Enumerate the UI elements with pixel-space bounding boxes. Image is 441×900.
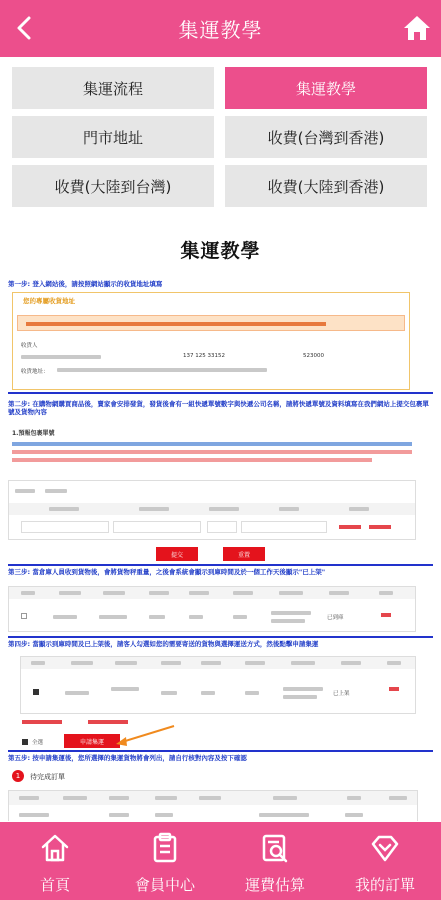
tab-store-address[interactable]: 門市地址: [12, 116, 214, 158]
page-title: 集運教學: [178, 18, 263, 42]
apply-consolidation-button[interactable]: 申請集運: [64, 734, 120, 748]
member-center-icon: [149, 832, 181, 864]
nav-my-orders[interactable]: [330, 822, 440, 900]
tab-fee-cn-hk[interactable]: 收費(大陸到香港): [225, 165, 427, 207]
top-bar: [0, 0, 441, 57]
step-number-badge: 1: [12, 770, 24, 782]
address-box: [12, 292, 410, 390]
receiver-phone: 137 125 33152: [183, 353, 225, 359]
tab-shipping-tutorial[interactable]: 集運教學: [225, 67, 427, 109]
select-all-checkbox[interactable]: [22, 739, 28, 745]
pending-orders-title: 待完成訂單: [30, 773, 65, 781]
tab-shipping-process[interactable]: 集運流程: [12, 67, 214, 109]
step-4-text: 第四步: 當顯示到庫時間及已上架後，請客人勾選如您的需要寄送的貨物與選擇運送方式，然後點擊申請集運: [8, 640, 319, 648]
home-button[interactable]: [401, 12, 433, 44]
pending-orders-table: [8, 790, 418, 821]
step-3-text: 第三步: 當倉庫人員收到貨物後，會將貨物秤重量，之後會系統會顯示到庫時間及於一個工作天後顯示"已上架": [8, 568, 326, 576]
step-1-text: 第一步: 登入網站後，請按照網站顯示的收貨地址填寫: [8, 280, 163, 288]
step-5-text: 第五步: 按申請集運後，您所選擇的集運貨物將會列出，請自行核對內容及按下確認: [8, 754, 247, 762]
select-all-label: 全選: [32, 740, 44, 746]
tracking-form: [8, 480, 416, 540]
bottom-navigation: [0, 822, 441, 900]
home-icon: [39, 832, 71, 864]
nav-my-orders-label: 我的訂單: [354, 876, 415, 894]
arrow-pointer-icon: [116, 724, 176, 748]
shipping-estimate-icon: [259, 832, 291, 864]
consolidation-table: [20, 656, 416, 714]
row-checkbox[interactable]: [33, 689, 39, 695]
tab-fee-tw-hk[interactable]: 收費(台灣到香港): [225, 116, 427, 158]
reset-button[interactable]: 重置: [223, 547, 265, 561]
tab-fee-cn-tw[interactable]: 收費(大陸到台灣): [12, 165, 214, 207]
status-arrived: 已到庫: [327, 615, 344, 621]
nav-shipping-estimate[interactable]: [220, 822, 330, 900]
section-heading: 集運教學: [180, 240, 261, 262]
nav-member-center-label: 會員中心: [134, 876, 195, 894]
submit-button[interactable]: 提交: [156, 547, 198, 561]
back-button[interactable]: [10, 12, 40, 44]
home-icon: [401, 12, 433, 44]
nav-member-center[interactable]: [110, 822, 220, 900]
receiver-label: 收貨人: [21, 343, 38, 349]
receiver-postcode: 523000: [303, 353, 324, 359]
nav-home-label: 首頁: [39, 876, 70, 894]
arrival-table: [8, 586, 416, 632]
nav-home[interactable]: [0, 822, 110, 900]
step-2-subtitle: 1.預報包裹單號: [12, 430, 55, 437]
address-box-title: 您的專屬收貨地址: [23, 297, 75, 305]
step-2-text: 第二步: 在購物網購買商品後，賣家會安排發貨，發貨後會有一組快遞單號數字與快遞公司名稱，請將快遞單號及資料填寫在我們網站上提交包裹單號及貨物內容: [8, 400, 429, 416]
my-orders-icon: [369, 832, 401, 864]
nav-shipping-estimate-label: 運費估算: [244, 876, 305, 894]
receiver-address-label: 收貨地址：: [21, 369, 49, 375]
warning-banner: [17, 315, 405, 331]
chevron-left-icon: [10, 12, 40, 44]
tutorial-image: [8, 276, 433, 821]
status-on-shelf: 已上架: [333, 691, 350, 697]
